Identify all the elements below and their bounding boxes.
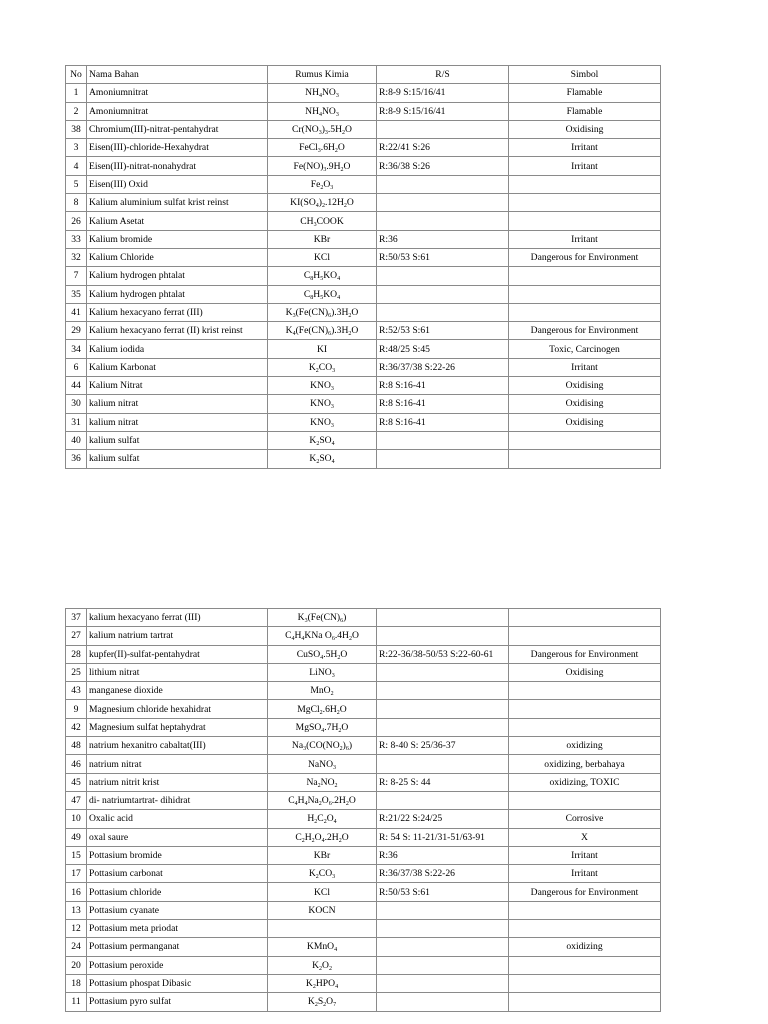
cell-no: 30 — [66, 395, 87, 413]
cell-no: 29 — [66, 322, 87, 340]
cell-rs — [377, 663, 509, 681]
table-row — [66, 102, 661, 120]
cell-formula: LiNO$_3$ — [268, 663, 377, 681]
cell-name: Pottasium peroxide — [87, 956, 268, 974]
cell-rs — [377, 627, 509, 645]
cell-formula: $NH_4NO_3$ — [268, 84, 377, 102]
cell-symbol — [509, 194, 661, 212]
cell-formula: $KNO_3$ — [268, 413, 377, 431]
table-row — [66, 920, 661, 938]
cell-rs — [377, 431, 509, 449]
cell-rs — [377, 175, 509, 193]
cell-no: 18 — [66, 974, 87, 992]
cell-rs: R:48/25 S:45 — [377, 340, 509, 358]
cell-symbol — [509, 627, 661, 645]
cell-symbol: Dangerous for Environment — [509, 645, 661, 663]
cell-rs — [377, 450, 509, 468]
cell-symbol — [509, 175, 661, 193]
cell-symbol: Dangerous for Environment — [509, 883, 661, 901]
table-row — [66, 938, 661, 956]
cell-no: 10 — [66, 810, 87, 828]
cell-formula: $KNO_3$ — [268, 377, 377, 395]
cell-symbol — [509, 901, 661, 919]
cell-rs — [377, 791, 509, 809]
cell-name: Kalium aluminium sulfat krist reinst — [87, 194, 268, 212]
cell-formula: $K_2SO_4$ — [268, 431, 377, 449]
header-row — [66, 66, 661, 84]
cell-symbol: Corrosive — [509, 810, 661, 828]
cell-rs — [377, 267, 509, 285]
cell-name: Amoniumnitrat — [87, 102, 268, 120]
cell-no: 12 — [66, 920, 87, 938]
cell-rs: R:8-9 S:15/16/41 — [377, 84, 509, 102]
cell-rs — [377, 609, 509, 627]
table-row — [66, 901, 661, 919]
cell-symbol: Irritant — [509, 358, 661, 376]
cell-formula: $C_2H_2O_4.2H_2O$ — [268, 828, 377, 846]
header-formula: Rumus Kimia — [268, 66, 377, 84]
cell-symbol — [509, 791, 661, 809]
cell-symbol — [509, 700, 661, 718]
table-row — [66, 700, 661, 718]
cell-rs — [377, 700, 509, 718]
cell-name: Pottasium phospat Dibasic — [87, 974, 268, 992]
header-symbol: Simbol — [509, 66, 661, 84]
cell-symbol: Oxidising — [509, 120, 661, 138]
cell-formula — [268, 920, 377, 938]
cell-no: 38 — [66, 120, 87, 138]
cell-rs — [377, 682, 509, 700]
cell-rs: R:36 — [377, 846, 509, 864]
cell-no: 16 — [66, 883, 87, 901]
cell-formula: $KNO_3$ — [268, 395, 377, 413]
table-row — [66, 791, 661, 809]
cell-symbol: Irritant — [509, 865, 661, 883]
cell-name: Eisen(III)-chloride-Hexahydrat — [87, 139, 268, 157]
cell-name: Eisen(III) Oxid — [87, 175, 268, 193]
table-row — [66, 865, 661, 883]
cell-rs: R:22/41 S:26 — [377, 139, 509, 157]
cell-formula: $K_3(Fe(CN)_6)$ — [268, 609, 377, 627]
cell-formula: $K_4(Fe(CN)_6).3H_2O$ — [268, 322, 377, 340]
cell-name: Kalium Nitrat — [87, 377, 268, 395]
table-row — [66, 663, 661, 681]
cell-no: 5 — [66, 175, 87, 193]
cell-name: Kalium Karbonat — [87, 358, 268, 376]
cell-formula: $Na_3(CO(NO_2)_6)$ — [268, 737, 377, 755]
cell-formula: KBr — [268, 230, 377, 248]
cell-formula: $C_8H_5KO_4$ — [268, 267, 377, 285]
cell-no: 44 — [66, 377, 87, 395]
cell-no: 37 — [66, 609, 87, 627]
cell-formula: $K_2S_2O_7$ — [268, 993, 377, 1011]
cell-name: Kalium hydrogen phtalat — [87, 285, 268, 303]
table-row — [66, 993, 661, 1011]
cell-name: Kalium Chloride — [87, 248, 268, 266]
chemical-table-1 — [65, 65, 661, 469]
cell-symbol: Irritant — [509, 139, 661, 157]
header-rs: R/S — [377, 66, 509, 84]
table-row — [66, 974, 661, 992]
cell-formula: $K_2CO_3$ — [268, 865, 377, 883]
cell-name: di- natriumtartrat- dihidrat — [87, 791, 268, 809]
cell-rs: R:22-36/38-50/53 S:22-60-61 — [377, 645, 509, 663]
cell-no: 26 — [66, 212, 87, 230]
cell-name: natrium hexanitro cabaltat(III) — [87, 737, 268, 755]
table-row — [66, 194, 661, 212]
cell-name: Pottasium pyro sulfat — [87, 993, 268, 1011]
cell-name: kalium hexacyano ferrat (III) — [87, 609, 268, 627]
cell-no: 2 — [66, 102, 87, 120]
cell-formula: $K_2HPO_4$ — [268, 974, 377, 992]
cell-symbol: Irritant — [509, 157, 661, 175]
table-row — [66, 322, 661, 340]
cell-rs: R:8 S:16-41 — [377, 377, 509, 395]
cell-name: Pottasium bromide — [87, 846, 268, 864]
cell-rs: R:8 S:16-41 — [377, 395, 509, 413]
cell-formula: $H_2C_2O_4$ — [268, 810, 377, 828]
cell-rs — [377, 285, 509, 303]
cell-no: 31 — [66, 413, 87, 431]
cell-symbol — [509, 267, 661, 285]
cell-rs: R:21/22 S:24/25 — [377, 810, 509, 828]
cell-symbol: Oxidising — [509, 377, 661, 395]
cell-no: 41 — [66, 303, 87, 321]
table-row — [66, 395, 661, 413]
cell-no: 47 — [66, 791, 87, 809]
cell-rs: R:36/37/38 S:22-26 — [377, 358, 509, 376]
table-row — [66, 84, 661, 102]
cell-symbol: oxidizing, berbahaya — [509, 755, 661, 773]
cell-symbol — [509, 956, 661, 974]
cell-no: 6 — [66, 358, 87, 376]
cell-name: Pottasium permanganat — [87, 938, 268, 956]
cell-formula: $KI(SO_4)_2.12H_2O$ — [268, 194, 377, 212]
cell-no: 13 — [66, 901, 87, 919]
cell-symbol — [509, 212, 661, 230]
table-row — [66, 267, 661, 285]
cell-rs: R:50/53 S:61 — [377, 883, 509, 901]
cell-no: 17 — [66, 865, 87, 883]
table-row — [66, 718, 661, 736]
cell-no: 8 — [66, 194, 87, 212]
cell-name: oxal saure — [87, 828, 268, 846]
cell-symbol — [509, 285, 661, 303]
cell-name: kupfer(II)-sulfat-pentahydrat — [87, 645, 268, 663]
cell-symbol — [509, 431, 661, 449]
cell-rs — [377, 212, 509, 230]
cell-formula: $C_4H_4KNa$ $O_6.4H_2O$ — [268, 627, 377, 645]
cell-symbol: Toxic, Carcinogen — [509, 340, 661, 358]
cell-no: 11 — [66, 993, 87, 1011]
cell-formula: KI — [268, 340, 377, 358]
table-row — [66, 828, 661, 846]
cell-formula: $FeCl_3.6H_2O$ — [268, 139, 377, 157]
cell-formula: $Fe_2O_3$ — [268, 175, 377, 193]
table-row — [66, 627, 661, 645]
cell-symbol: Oxidising — [509, 413, 661, 431]
cell-symbol: Flamable — [509, 84, 661, 102]
chemical-table-2 — [65, 608, 661, 1012]
cell-name: kalium nitrat — [87, 413, 268, 431]
cell-symbol: Oxidising — [509, 663, 661, 681]
cell-no: 4 — [66, 157, 87, 175]
table-body — [66, 609, 661, 1012]
cell-formula: $K_2SO_4$ — [268, 450, 377, 468]
cell-no: 33 — [66, 230, 87, 248]
cell-formula: $C_8H_5KO_4$ — [268, 285, 377, 303]
cell-no: 48 — [66, 737, 87, 755]
cell-symbol: oxidizing — [509, 938, 661, 956]
cell-formula: $Cr(NO_3)_3.5H_2O$ — [268, 120, 377, 138]
cell-formula: $K_2O_2$ — [268, 956, 377, 974]
cell-symbol — [509, 450, 661, 468]
cell-symbol: Dangerous for Environment — [509, 322, 661, 340]
table-row — [66, 773, 661, 791]
cell-no: 42 — [66, 718, 87, 736]
cell-no: 7 — [66, 267, 87, 285]
table-row — [66, 303, 661, 321]
cell-name: kalium nitrat — [87, 395, 268, 413]
cell-name: Kalium Asetat — [87, 212, 268, 230]
cell-name: Pottasium carbonat — [87, 865, 268, 883]
table-row — [66, 340, 661, 358]
cell-formula: KCl — [268, 248, 377, 266]
table-body — [66, 84, 661, 468]
cell-name: kalium sulfat — [87, 431, 268, 449]
cell-no: 49 — [66, 828, 87, 846]
cell-no: 32 — [66, 248, 87, 266]
header-name: Nama Bahan — [87, 66, 268, 84]
cell-name: Eisen(III)-nitrat-nonahydrat — [87, 157, 268, 175]
cell-symbol — [509, 974, 661, 992]
cell-rs — [377, 956, 509, 974]
cell-rs: R: 8-25 S: 44 — [377, 773, 509, 791]
cell-formula: $CuSO_4.5H_2O$ — [268, 645, 377, 663]
cell-no: 20 — [66, 956, 87, 974]
cell-no: 27 — [66, 627, 87, 645]
cell-no: 28 — [66, 645, 87, 663]
table-row — [66, 157, 661, 175]
cell-formula: $Fe(NO)_3.9H_2O$ — [268, 157, 377, 175]
table-row — [66, 737, 661, 755]
cell-no: 34 — [66, 340, 87, 358]
cell-formula: KCl — [268, 883, 377, 901]
header-no: No — [66, 66, 87, 84]
cell-formula: KMnO$_4$ — [268, 938, 377, 956]
cell-rs — [377, 303, 509, 321]
cell-symbol — [509, 920, 661, 938]
table-row — [66, 755, 661, 773]
cell-rs: R:36/38 S:26 — [377, 157, 509, 175]
cell-rs: R: 8-40 S: 25/36-37 — [377, 737, 509, 755]
table-row — [66, 139, 661, 157]
cell-formula: NaNO$_3$ — [268, 755, 377, 773]
cell-name: kalium sulfat — [87, 450, 268, 468]
cell-no: 3 — [66, 139, 87, 157]
cell-no: 35 — [66, 285, 87, 303]
table-row — [66, 358, 661, 376]
cell-name: Pottasium cyanate — [87, 901, 268, 919]
cell-rs — [377, 755, 509, 773]
table-row — [66, 645, 661, 663]
cell-formula: $K_2CO_3$ — [268, 358, 377, 376]
cell-rs: R:52/53 S:61 — [377, 322, 509, 340]
cell-rs — [377, 974, 509, 992]
cell-name: Pottasium chloride — [87, 883, 268, 901]
table-row — [66, 230, 661, 248]
cell-rs — [377, 993, 509, 1011]
cell-name: natrium nitrat — [87, 755, 268, 773]
cell-name: natrium nitrit krist — [87, 773, 268, 791]
cell-formula: $MgCl_2.6H_2O$ — [268, 700, 377, 718]
cell-name: Pottasium meta priodat — [87, 920, 268, 938]
cell-rs — [377, 901, 509, 919]
cell-name: Kalium bromide — [87, 230, 268, 248]
cell-formula: $CH_3COOK$ — [268, 212, 377, 230]
cell-formula: $NH_4NO_3$ — [268, 102, 377, 120]
cell-symbol: X — [509, 828, 661, 846]
cell-rs: R: 54 S: 11-21/31-51/63-91 — [377, 828, 509, 846]
table-row — [66, 956, 661, 974]
table-row — [66, 682, 661, 700]
cell-no: 1 — [66, 84, 87, 102]
table-row — [66, 431, 661, 449]
table-row — [66, 248, 661, 266]
cell-rs: R:36/37/38 S:22-26 — [377, 865, 509, 883]
cell-symbol: Irritant — [509, 846, 661, 864]
cell-rs — [377, 920, 509, 938]
table-row — [66, 413, 661, 431]
cell-formula: $C_4H_4Na_2O_6.2H_2O$ — [268, 791, 377, 809]
cell-no: 43 — [66, 682, 87, 700]
table-row — [66, 609, 661, 627]
table-row — [66, 883, 661, 901]
cell-symbol — [509, 993, 661, 1011]
cell-symbol — [509, 682, 661, 700]
table-row — [66, 212, 661, 230]
cell-no: 9 — [66, 700, 87, 718]
cell-name: Chromium(III)-nitrat-pentahydrat — [87, 120, 268, 138]
cell-symbol — [509, 609, 661, 627]
cell-symbol — [509, 303, 661, 321]
cell-name: Kalium iodida — [87, 340, 268, 358]
cell-symbol: Flamable — [509, 102, 661, 120]
cell-name: manganese dioxide — [87, 682, 268, 700]
table-row — [66, 846, 661, 864]
cell-formula: $Na_2NO_2$ — [268, 773, 377, 791]
cell-formula: MnO$_2$ — [268, 682, 377, 700]
cell-symbol: Oxidising — [509, 395, 661, 413]
table-row — [66, 450, 661, 468]
cell-no: 24 — [66, 938, 87, 956]
table-row — [66, 285, 661, 303]
cell-formula: KOCN — [268, 901, 377, 919]
cell-symbol: Dangerous for Environment — [509, 248, 661, 266]
cell-no: 15 — [66, 846, 87, 864]
cell-name: Kalium hexacyano ferrat (II) krist reinst — [87, 322, 268, 340]
cell-symbol: oxidizing — [509, 737, 661, 755]
cell-name: lithium nitrat — [87, 663, 268, 681]
cell-name: Oxalic acid — [87, 810, 268, 828]
cell-formula: $K_3(Fe(CN)_6).3H_2O$ — [268, 303, 377, 321]
cell-name: Amoniumnitrat — [87, 84, 268, 102]
cell-no: 36 — [66, 450, 87, 468]
cell-name: Kalium hexacyano ferrat (III) — [87, 303, 268, 321]
cell-name: Magnesium chloride hexahidrat — [87, 700, 268, 718]
cell-name: Kalium hydrogen phtalat — [87, 267, 268, 285]
cell-no: 46 — [66, 755, 87, 773]
table-row — [66, 377, 661, 395]
cell-formula: $MgSO_4.7H_2O$ — [268, 718, 377, 736]
cell-no: 40 — [66, 431, 87, 449]
cell-rs — [377, 120, 509, 138]
cell-symbol: Irritant — [509, 230, 661, 248]
cell-rs — [377, 718, 509, 736]
table-row — [66, 810, 661, 828]
cell-rs: R:50/53 S:61 — [377, 248, 509, 266]
table-row — [66, 120, 661, 138]
cell-rs — [377, 194, 509, 212]
cell-symbol: oxidizing, TOXIC — [509, 773, 661, 791]
cell-formula: KBr — [268, 846, 377, 864]
cell-rs — [377, 938, 509, 956]
table-row — [66, 175, 661, 193]
cell-no: 45 — [66, 773, 87, 791]
cell-rs: R:8 S:16-41 — [377, 413, 509, 431]
cell-name: kalium natrium tartrat — [87, 627, 268, 645]
cell-symbol — [509, 718, 661, 736]
cell-name: Magnesium sulfat heptahydrat — [87, 718, 268, 736]
cell-no: 25 — [66, 663, 87, 681]
cell-rs: R:36 — [377, 230, 509, 248]
cell-rs: R:8-9 S:15/16/41 — [377, 102, 509, 120]
